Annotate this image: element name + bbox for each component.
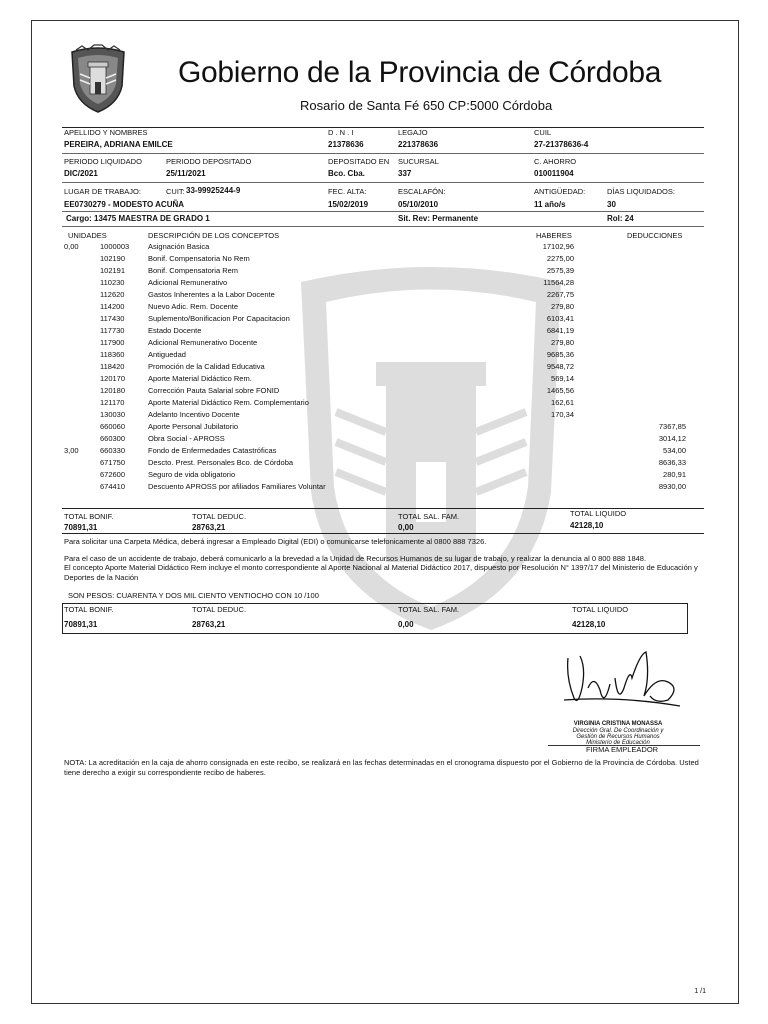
cuil-value: 27-21378636-4 bbox=[534, 140, 589, 149]
description-cell: Fondo de Enfermedades Catastróficas bbox=[148, 446, 277, 455]
total-bonif-value: 70891,31 bbox=[64, 523, 98, 532]
table-row bbox=[0, 302, 768, 314]
col-unidades-header: UNIDADES bbox=[68, 231, 107, 240]
depositado-en-label: DEPOSITADO EN bbox=[328, 157, 390, 166]
description-cell: Aporte Material Didáctico Rem. bbox=[148, 374, 252, 383]
signer-title-1: Dirección Gral. De Coordinación y bbox=[572, 728, 664, 734]
signer-name: VIRGINIA CRISTINA MONASSA bbox=[573, 721, 663, 727]
code-cell: 117900 bbox=[100, 338, 125, 347]
code-cell: 674410 bbox=[100, 482, 126, 491]
dni-value: 21378636 bbox=[328, 140, 364, 149]
firma-empleador-label: FIRMA EMPLEADOR bbox=[586, 745, 659, 754]
note-concepto: El concepto Aporte Material Didáctico Rem incluye el monto correspondiente al Aporte Nacional al Material Didáctico 2017, dispuesto por Resolución N° 1397/17 del Ministerio de Educación y Deportes de la Nación bbox=[64, 563, 698, 582]
code-cell: 1000003 bbox=[100, 242, 130, 251]
page-number: 1 /1 bbox=[694, 988, 706, 995]
ahorro-value: 010011904 bbox=[534, 169, 574, 178]
haberes-cell: 2275,00 bbox=[546, 254, 574, 263]
description-cell: Aporte Personal Jubilatorio bbox=[148, 422, 239, 431]
dias-value: 30 bbox=[607, 200, 616, 209]
description-cell: Adicional Remunerativo Docente bbox=[148, 338, 258, 347]
code-cell: 118360 bbox=[100, 350, 125, 359]
divider bbox=[62, 226, 704, 227]
sucursal-value: 337 bbox=[398, 169, 412, 178]
address: Rosario de Santa Fé 650 CP:5000 Córdoba bbox=[300, 98, 553, 113]
haberes-cell: 6841,19 bbox=[546, 326, 574, 335]
description-cell: Corrección Pauta Salarial sobre FONID bbox=[148, 386, 280, 395]
unidades-cell: 3,00 bbox=[64, 446, 79, 455]
deducciones-cell: 8930,00 bbox=[658, 482, 686, 491]
haberes-cell: 162,61 bbox=[551, 398, 574, 407]
total-salfam-label: TOTAL SAL. FAM. bbox=[398, 512, 460, 521]
nota: NOTA: La acreditación en la caja de ahorro consignada en este recibo, se realizará en las fechas determinadas en el cronograma dispuesto por el Gobierno de la Provincia de Córdoba. Usted tiene derecho a exigir su correspondiente recibo de haberes. bbox=[64, 758, 699, 777]
table-row bbox=[0, 386, 768, 398]
table-row bbox=[0, 326, 768, 338]
signer-title-2: Gestión de Recursos Humanos bbox=[576, 734, 660, 740]
divider bbox=[62, 211, 704, 212]
box-liquido-value: 42128,10 bbox=[572, 620, 606, 629]
total-deduc-label: TOTAL DEDUC. bbox=[192, 512, 247, 521]
divider bbox=[62, 182, 704, 183]
code-cell: 117730 bbox=[100, 326, 125, 335]
description-cell: Descuento APROSS por afiliados Familiares Voluntar bbox=[148, 482, 326, 491]
cargo-value: Cargo: 13475 MAESTRA DE GRADO 1 bbox=[66, 214, 210, 223]
antiguedad-label: ANTIGÜEDAD: bbox=[534, 187, 586, 196]
depositado-value: 25/11/2021 bbox=[166, 169, 206, 178]
haberes-cell: 569,14 bbox=[551, 374, 574, 383]
table-row bbox=[0, 314, 768, 326]
cordoba-crest-logo bbox=[66, 44, 130, 114]
periodo-value: DIC/2021 bbox=[64, 169, 98, 178]
box-bonif-value: 70891,31 bbox=[64, 620, 98, 629]
divider bbox=[62, 533, 704, 534]
code-cell: 102190 bbox=[100, 254, 126, 263]
signer-title-3: Ministerio de Educación bbox=[586, 740, 650, 746]
code-cell: 121170 bbox=[100, 398, 125, 407]
table-row bbox=[0, 278, 768, 290]
haberes-cell: 6103,41 bbox=[546, 314, 574, 323]
haberes-cell: 170,34 bbox=[551, 410, 574, 419]
description-cell: Nuevo Adic. Rem. Docente bbox=[148, 302, 239, 311]
code-cell: 120180 bbox=[100, 386, 126, 395]
table-row bbox=[0, 398, 768, 410]
col-descripcion-header: DESCRIPCIÓN DE LOS CONCEPTOS bbox=[148, 231, 280, 240]
code-cell: 120170 bbox=[100, 374, 126, 383]
ahorro-label: C. AHORRO bbox=[534, 157, 577, 166]
alta-label: FEC. ALTA: bbox=[328, 187, 367, 196]
code-cell: 102191 bbox=[100, 266, 126, 275]
box-salfam-value: 0,00 bbox=[398, 620, 414, 629]
cuit-value: 33-99925244-9 bbox=[186, 186, 241, 195]
haberes-cell: 279,80 bbox=[551, 338, 574, 347]
deducciones-cell: 8636,33 bbox=[658, 458, 686, 467]
table-row bbox=[0, 374, 768, 386]
description-cell: Aporte Material Didáctico Rem. Complementario bbox=[148, 398, 309, 407]
haberes-cell: 9548,72 bbox=[546, 362, 574, 371]
box-bonif-label: TOTAL BONIF. bbox=[64, 605, 114, 614]
escalafon-label: ESCALAFÓN: bbox=[398, 187, 446, 196]
table-row bbox=[0, 422, 768, 434]
code-cell: 117430 bbox=[100, 314, 125, 323]
col-haberes-header: HABERES bbox=[536, 231, 572, 240]
lugar-label: LUGAR DE TRABAJO: bbox=[64, 187, 141, 196]
unidades-cell: 0,00 bbox=[64, 242, 79, 251]
description-cell: Antiguedad bbox=[148, 350, 186, 359]
description-cell: Asignación Basica bbox=[148, 242, 210, 251]
antiguedad-value: 11 año/s bbox=[534, 200, 566, 209]
table-row bbox=[0, 338, 768, 350]
table-row bbox=[0, 482, 768, 494]
box-deduc-label: TOTAL DEDUC. bbox=[192, 605, 247, 614]
depositado-label: PERIODO DEPOSITADO bbox=[166, 157, 252, 166]
son-pesos: SON PESOS: CUARENTA Y DOS MIL CIENTO VENTIOCHO CON 10 /100 bbox=[68, 591, 319, 600]
description-cell: Obra Social - APROSS bbox=[148, 434, 225, 443]
periodo-label: PERIODO LIQUIDADO bbox=[64, 157, 142, 166]
box-deduc-value: 28763,21 bbox=[192, 620, 226, 629]
description-cell: Seguro de vida obligatorio bbox=[148, 470, 236, 479]
col-deducciones-header: DEDUCCIONES bbox=[627, 231, 683, 240]
table-row bbox=[0, 242, 768, 254]
dias-label: DÍAS LIQUIDADOS: bbox=[607, 187, 675, 196]
note-carpeta: Para solicitar una Carpeta Médica, deberá ingresar a Empleado Digital (EDI) o comunicarse telefonicamente al 0800 888 7326. bbox=[64, 537, 487, 546]
total-liquido-value: 42128,10 bbox=[570, 521, 604, 530]
code-cell: 671750 bbox=[100, 458, 126, 467]
code-cell: 660300 bbox=[100, 434, 126, 443]
table-row bbox=[0, 254, 768, 266]
code-cell: 110230 bbox=[100, 278, 125, 287]
total-salfam-value: 0,00 bbox=[398, 523, 414, 532]
table-row bbox=[0, 362, 768, 374]
haberes-cell: 17102,96 bbox=[542, 242, 574, 251]
note-accidente: Para el caso de un accidente de trabajo, deberá comunicarlo a la brevedad a la Unidad de Recursos Humanos de su lugar de trabajo, y realizar la denuncia al 0 800 888 1848. bbox=[64, 554, 647, 563]
page-title: Gobierno de la Provincia de Córdoba bbox=[178, 56, 662, 89]
total-deduc-value: 28763,21 bbox=[192, 523, 226, 532]
deducciones-cell: 3014,12 bbox=[658, 434, 686, 443]
description-cell: Adicional Remunerativo bbox=[148, 278, 228, 287]
description-cell: Adelanto Incentivo Docente bbox=[148, 410, 240, 419]
description-cell: Bonif. Compensatoria Rem bbox=[148, 266, 239, 275]
description-cell: Estado Docente bbox=[148, 326, 202, 335]
deducciones-cell: 7367,85 bbox=[658, 422, 686, 431]
alta-value: 15/02/2019 bbox=[328, 200, 369, 209]
table-row bbox=[0, 470, 768, 482]
deducciones-cell: 280,91 bbox=[663, 470, 686, 479]
lugar-value: EE0730279 - MODESTO ACUÑA bbox=[64, 200, 185, 209]
table-row bbox=[0, 446, 768, 458]
haberes-cell: 9685,36 bbox=[546, 350, 574, 359]
rol-value: Rol: 24 bbox=[607, 214, 634, 223]
total-liquido-label: TOTAL LIQUIDO bbox=[570, 509, 627, 518]
employee-name: PEREIRA, ADRIANA EMILCE bbox=[64, 140, 173, 149]
table-row bbox=[0, 410, 768, 422]
legajo-value: 221378636 bbox=[398, 140, 439, 149]
divider bbox=[62, 127, 704, 128]
code-cell: 660330 bbox=[100, 446, 126, 455]
total-bonif-label: TOTAL BONIF. bbox=[64, 512, 114, 521]
code-cell: 672600 bbox=[100, 470, 126, 479]
sucursal-label: SUCURSAL bbox=[398, 157, 439, 166]
code-cell: 118420 bbox=[100, 362, 125, 371]
sit-rev-value: Sit. Rev: Permanente bbox=[398, 214, 479, 223]
description-cell: Gastos Inherentes a la Labor Docente bbox=[148, 290, 275, 299]
table-row bbox=[0, 458, 768, 470]
depositado-en-value: Bco. Cba. bbox=[328, 169, 365, 178]
escalafon-value: 05/10/2010 bbox=[398, 200, 439, 209]
table-row bbox=[0, 350, 768, 362]
legajo-label: LEGAJO bbox=[398, 128, 428, 137]
code-cell: 112620 bbox=[100, 290, 125, 299]
haberes-cell: 2575,39 bbox=[546, 266, 574, 275]
table-row bbox=[0, 290, 768, 302]
cuil-label: CUIL bbox=[534, 128, 552, 137]
cuit-label: CUIT: bbox=[166, 187, 185, 196]
code-cell: 114200 bbox=[100, 302, 125, 311]
code-cell: 660060 bbox=[100, 422, 126, 431]
employer-signature bbox=[560, 648, 690, 720]
haberes-cell: 2267,75 bbox=[546, 290, 574, 299]
description-cell: Bonif. Compensatoria No Rem bbox=[148, 254, 250, 263]
description-cell: Promoción de la Calidad Educativa bbox=[148, 362, 265, 371]
description-cell: Descto. Prest. Personales Bco. de Córdoba bbox=[148, 458, 294, 467]
dni-label: D . N . I bbox=[328, 128, 354, 137]
haberes-cell: 279,80 bbox=[551, 302, 574, 311]
description-cell: Suplemento/Bonificacion Por Capacitacion bbox=[148, 314, 290, 323]
deducciones-cell: 534,00 bbox=[663, 446, 686, 455]
table-row bbox=[0, 434, 768, 446]
code-cell: 130030 bbox=[100, 410, 126, 419]
haberes-cell: 1465,56 bbox=[546, 386, 574, 395]
box-liquido-label: TOTAL LIQUIDO bbox=[572, 605, 629, 614]
haberes-cell: 11564,28 bbox=[543, 278, 574, 287]
table-row bbox=[0, 266, 768, 278]
name-label: APELLIDO Y NOMBRES bbox=[64, 128, 148, 137]
box-salfam-label: TOTAL SAL. FAM. bbox=[398, 605, 460, 614]
divider bbox=[62, 153, 704, 154]
